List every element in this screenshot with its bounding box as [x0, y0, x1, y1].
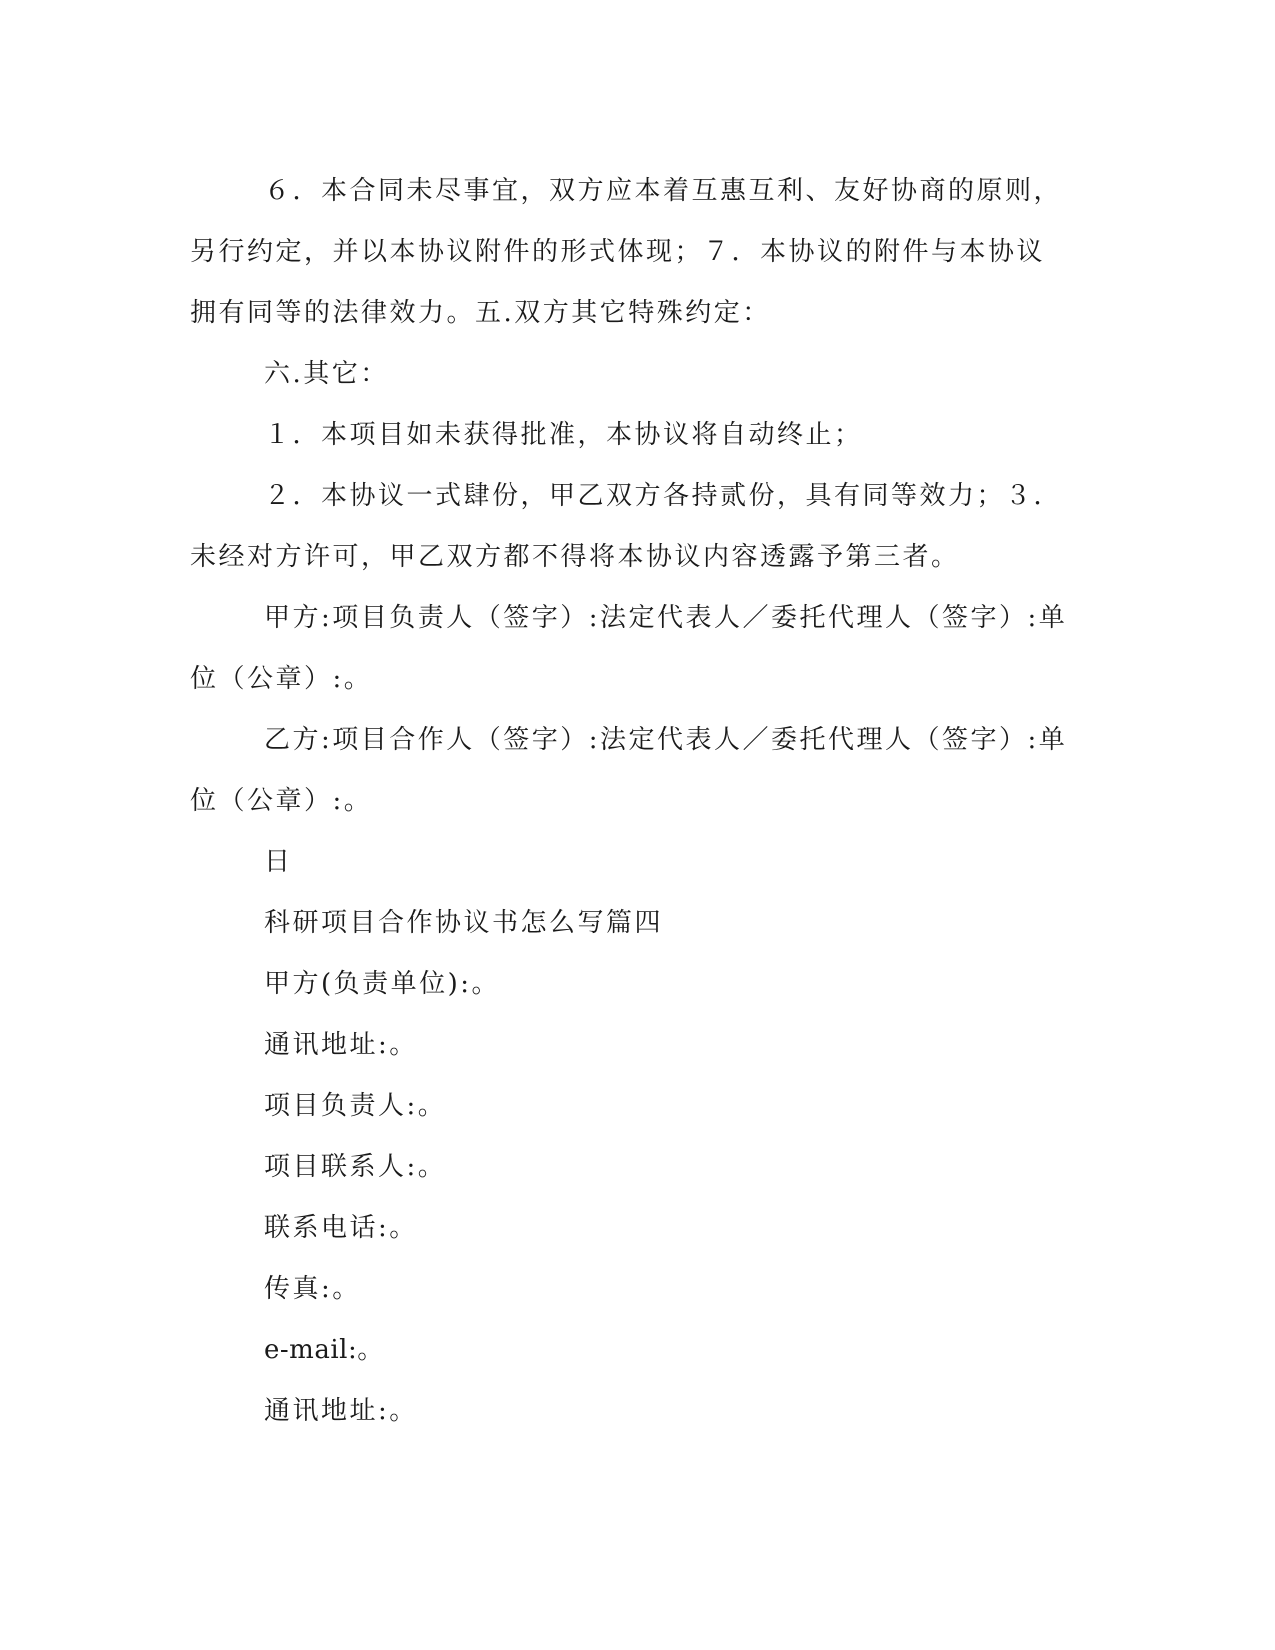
field-address-2: 通讯地址:。 — [264, 1396, 418, 1426]
field-email: e-mail:。 — [264, 1335, 384, 1365]
field-party-a: 甲方(负责单位):。 — [264, 969, 501, 999]
paragraph-date: 日 — [264, 847, 293, 877]
paragraph-section-other: 六.其它： — [264, 359, 389, 389]
paragraph-clause-2-3: ２．本协议一式肆份，甲乙双方各持贰份，具有同等效力；３．未经对方许可，甲乙双方都不得将本协议内容透露予第三者。 — [190, 481, 1063, 572]
field-fax: 传真:。 — [264, 1274, 361, 1304]
field-project-leader: 项目负责人:。 — [264, 1091, 447, 1121]
document-body — [190, 161, 1070, 1442]
field-phone: 联系电话:。 — [264, 1213, 418, 1243]
paragraph-party-b-signature: 乙方:项目合作人（签字）:法定代表人／委托代理人（签字）:单位（公章）:。 — [190, 725, 1068, 816]
section-heading: 科研项目合作协议书怎么写篇四 — [264, 908, 664, 938]
field-address: 通讯地址:。 — [264, 1030, 418, 1060]
paragraph-clause-1: １．本项目如未获得批准，本协议将自动终止； — [264, 420, 863, 450]
paragraph-supplementary-terms: ６．本合同未尽事宜，双方应本着互惠互利、友好协商的原则，另行约定，并以本协议附件的形式体现；７．本协议的附件与本协议拥有同等的法律效力。五.双方其它特殊约定： — [190, 176, 1063, 328]
paragraph-party-a-signature: 甲方:项目负责人（签字）:法定代表人／委托代理人（签字）:单位（公章）:。 — [190, 603, 1068, 694]
field-project-contact: 项目联系人:。 — [264, 1152, 447, 1182]
